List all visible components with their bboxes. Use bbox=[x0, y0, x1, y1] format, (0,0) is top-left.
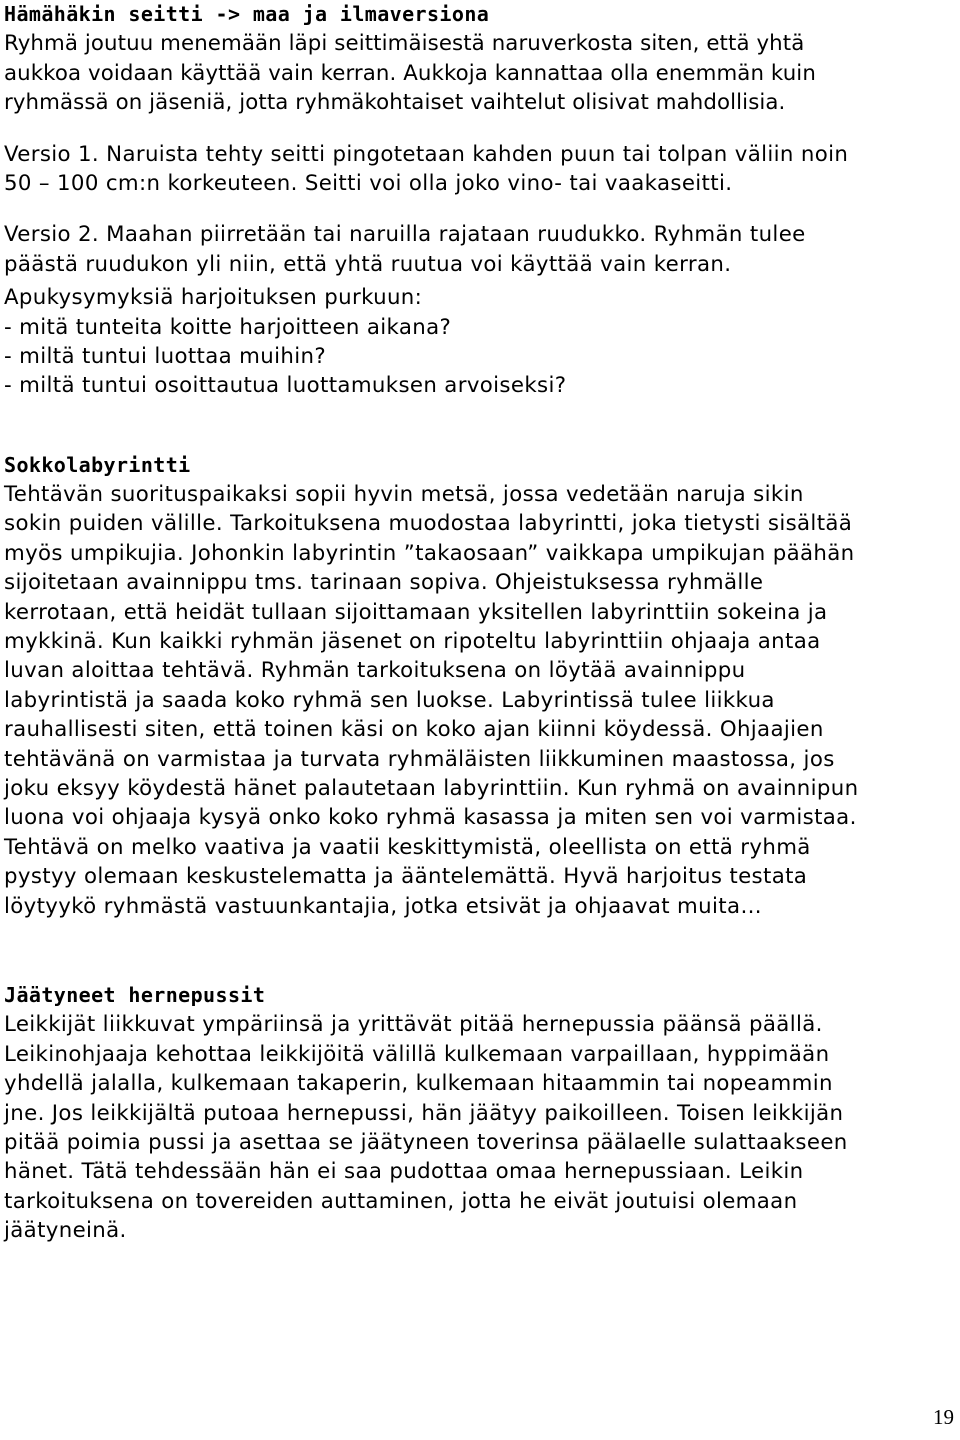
section-jaatyneet-hernepussit bbox=[4, 981, 956, 1246]
section-heading: Sokkolabyrintti bbox=[4, 452, 191, 477]
paragraph-line: pystyy olemaan keskustelematta ja ääntelemättä. Hyvä harjoitus testata bbox=[4, 864, 808, 890]
paragraph-line: pitää poimia pussi ja asettaa se jäätyneen toverinsa päälaelle sulattaakseen bbox=[4, 1129, 848, 1155]
paragraph-line: Apukysymyksiä harjoituksen purkuun: bbox=[4, 285, 423, 311]
page-number: 19 bbox=[933, 1405, 954, 1429]
paragraph-line: luvan aloittaa tehtävä. Ryhmän tarkoituksena on löytää avainnippu bbox=[4, 658, 746, 684]
paragraph-line: Tehtävä on melko vaativa ja vaatii keskittymistä, oleellista on että ryhmä bbox=[4, 834, 811, 860]
paragraph-line: Tehtävän suorituspaikaksi sopii hyvin metsä, jossa vedetään naruja sikin bbox=[4, 482, 804, 508]
paragraph-line: rauhallisesti siten, että toinen käsi on koko ajan kiinni köydessä. Ohjaajien bbox=[4, 717, 824, 743]
paragraph-line: Versio 1. Naruista tehty seitti pingotetaan kahden puun tai tolpan väliin noin bbox=[4, 141, 849, 167]
paragraph-line: Leikkijät liikkuvat ympäriinsä ja yrittävät pitää hernepussia päänsä päällä. bbox=[4, 1012, 823, 1038]
paragraph-line: aukkoa voidaan käyttää vain kerran. Aukkoja kannattaa olla enemmän kuin bbox=[4, 60, 816, 86]
paragraph-line: yhdellä jalalla, kulkemaan takaperin, kulkemaan hitaammin tai nopeammin bbox=[4, 1071, 833, 1097]
section-hamahakin-seitti bbox=[4, 0, 956, 401]
list-item: - miltä tuntui osoittautua luottamuksen arvoiseksi? bbox=[4, 373, 567, 399]
paragraph-line: jäätyneinä. bbox=[4, 1218, 127, 1244]
paragraph-line: sokin puiden välille. Tarkoituksena muodostaa labyrintti, joka tietysti sisältää bbox=[4, 511, 853, 537]
section-heading: Hämähäkin seitti -> maa ja ilmaversiona bbox=[4, 2, 490, 26]
section-sokkolabyrintti bbox=[4, 451, 956, 921]
spacer bbox=[4, 118, 956, 140]
document-page bbox=[4, 0, 956, 1245]
paragraph-line: Versio 2. Maahan piirretään tai naruilla rajataan ruudukko. Ryhmän tulee bbox=[4, 222, 806, 248]
paragraph-line: hänet. Tätä tehdessään hän ei saa pudottaa omaa hernepussiaan. Leikin bbox=[4, 1159, 804, 1185]
spacer bbox=[4, 198, 956, 220]
paragraph-line: jne. Jos leikkijältä putoaa hernepussi, hän jäätyy paikoilleen. Toisen leikkijän bbox=[4, 1100, 844, 1126]
paragraph-line: Leikinohjaaja kehottaa leikkijöitä välillä kulkemaan varpaillaan, hyppimään bbox=[4, 1041, 830, 1067]
list-item: - mitä tunteita koitte harjoitteen aikana? bbox=[4, 314, 452, 340]
paragraph-line: labyrintistä ja saada koko ryhmä sen luokse. Labyrintissä tulee liikkua bbox=[4, 687, 775, 713]
paragraph-line: 50 – 100 cm:n korkeuteen. Seitti voi olla joko vino- tai vaakaseitti. bbox=[4, 170, 733, 196]
spacer bbox=[4, 401, 956, 451]
paragraph-line: ryhmässä on jäseniä, jotta ryhmäkohtaiset vaihtelut olisivat mahdollisia. bbox=[4, 90, 786, 116]
paragraph-line: mykkinä. Kun kaikki ryhmän jäsenet on ripoteltu labyrinttiin ohjaaja antaa bbox=[4, 629, 821, 655]
paragraph-line: tarkoituksena on tovereiden auttaminen, jotta he eivät joutuisi olemaan bbox=[4, 1188, 798, 1214]
paragraph-line: luona voi ohjaaja kysyä onko koko ryhmä kasassa ja miten sen voi varmistaa. bbox=[4, 805, 857, 831]
paragraph-line: löytyykö ryhmästä vastuunkantajia, jotka etsivät ja ohjaavat muita… bbox=[4, 893, 763, 919]
paragraph-line: sijoitetaan avainnippu tms. tarinaan sopiva. Ohjeistuksessa ryhmälle bbox=[4, 570, 764, 596]
spacer bbox=[4, 921, 956, 981]
paragraph-line: myös umpikujia. Johonkin labyrintin ”takaosaan” vaikkapa umpikujan päähän bbox=[4, 540, 855, 566]
paragraph-line: päästä ruudukon yli niin, että yhtä ruutua voi käyttää vain kerran. bbox=[4, 251, 732, 277]
paragraph-line: Ryhmä joutuu menemään läpi seittimäisestä naruverkosta siten, että yhtä bbox=[4, 31, 805, 57]
paragraph-line: tehtävänä on varmistaa ja turvata ryhmäläisten liikkuminen maastossa, jos bbox=[4, 746, 835, 772]
section-heading: Jäätyneet hernepussit bbox=[4, 982, 266, 1007]
paragraph-line: joku eksyy köydestä hänet palautetaan labyrinttiin. Kun ryhmä on avainnipun bbox=[4, 775, 859, 801]
paragraph-line: kerrotaan, että heidät tullaan sijoittamaan yksitellen labyrinttiin sokeina ja bbox=[4, 599, 828, 625]
list-item: - miltä tuntui luottaa muihin? bbox=[4, 343, 326, 369]
